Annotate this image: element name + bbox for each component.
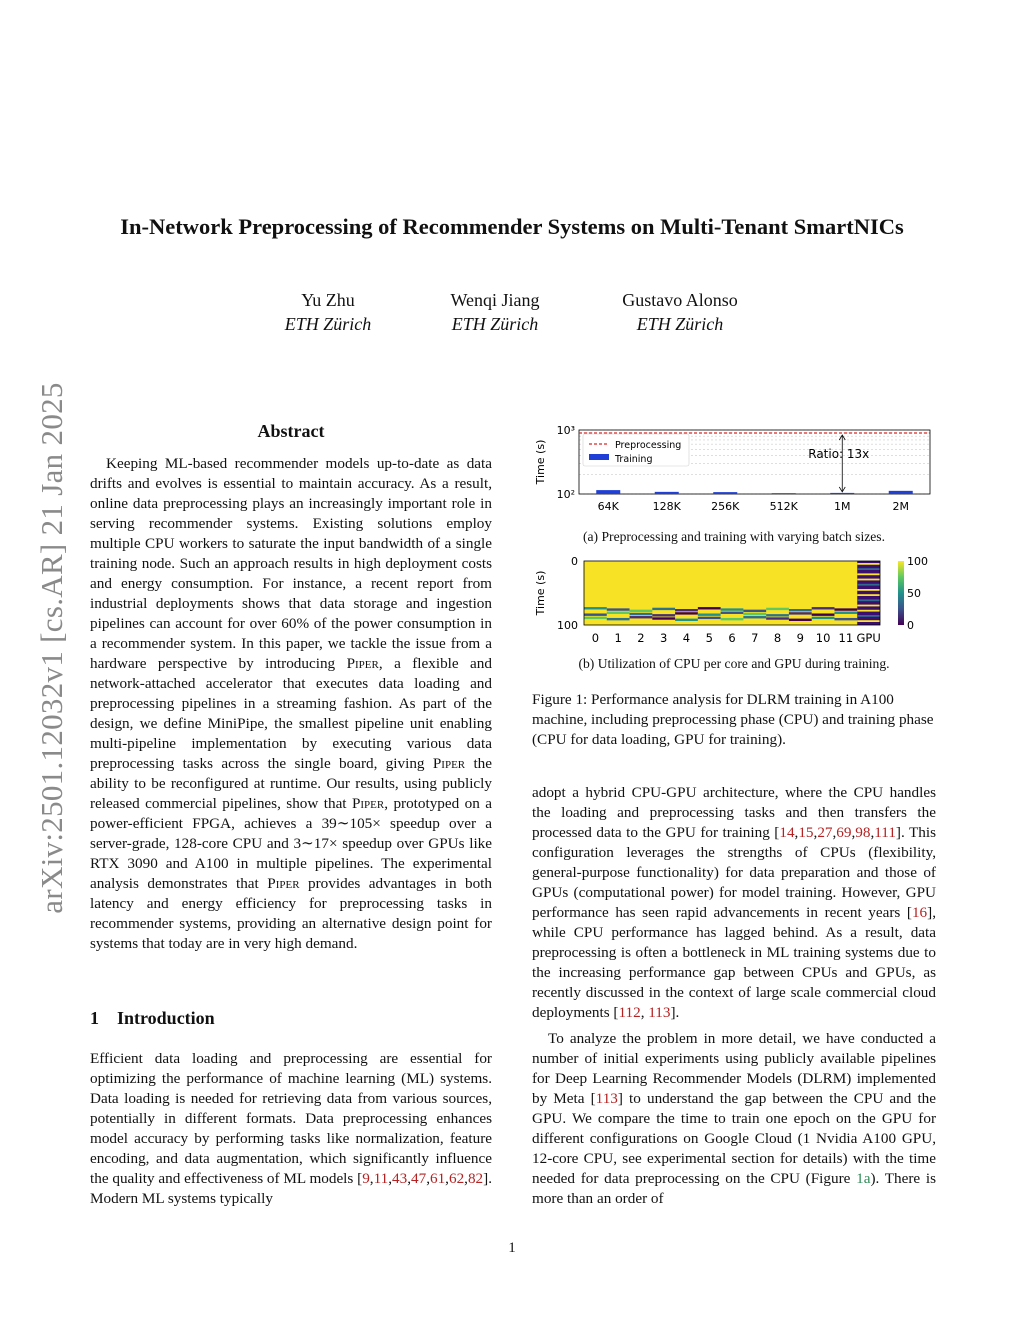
heatmap-cell [834, 612, 857, 614]
abstract-paragraph: Keeping ML-based recommender models up-to-date as data drifts and evolves is essential to maintain accuracy. As a result, online data preprocessing plays an increasingly important role in serving recommender systems. Existing solutions employ multiple CPU workers to saturate the input bandwidth of a single training node. Such an approach results in high deployment costs and energy consumption. For instance, a recent report from industrial deployments shows that data storage and ingestion pipelines can account for over 60% of the power consumption in a recommender system. In this paper, we tackle the issue from a hardware perspective by introducing Piper, a flexible and network-attached accelerator that executes data loading and preprocessing pipelines in a streaming fashion. As part of the design, we define MiniPipe, the smallest pipeline unit enabling multi-pipeline implementation by executing various data preprocessing tasks across the single board, giving Piper the ability to be reconfigured at runtime. Our results, using publicly released commercial pipelines, show that Piper, prototyped on a power-efficient FPGA, achieves a 39∼105× speedup over a server-grade, 128-core CPU and 3∼17× speedup over GPUs like RTX 3090 and A100 in multiple pipelines. The experimental analysis demonstrates that Piper provides advantages in both latency and energy efficiency for preprocessing tasks in recommender systems, providing an alternative design point for systems that today are in very high demand. [90, 455, 492, 952]
heatmap-cell [812, 613, 835, 615]
gpu-cell [857, 605, 880, 607]
x-tick-label: 6 [728, 631, 736, 645]
heatmap-cell [743, 610, 766, 612]
x-tick-label: 5 [705, 631, 713, 645]
citation-link[interactable]: 47 [411, 1170, 427, 1187]
x-tick-label: 1 [614, 631, 622, 645]
citation-link[interactable]: 43 [392, 1170, 408, 1187]
x-tick-label: 7 [751, 631, 759, 645]
citation-link[interactable]: 15 [798, 824, 814, 841]
author-affiliation: ETH Zürich [284, 314, 372, 334]
citation-link[interactable]: 112 [618, 1004, 641, 1021]
heatmap-cell [630, 610, 653, 612]
y-tick-label: 100 [557, 619, 578, 632]
author-affiliation: ETH Zürich [451, 314, 539, 334]
heatmap-cell [789, 612, 812, 614]
y-tick-label: 10³ [556, 424, 575, 437]
heatmap-cell [834, 608, 857, 610]
x-tick-label: GPU [856, 631, 881, 645]
heatmap-cell [675, 612, 698, 614]
x-tick-label: 1M [834, 500, 851, 513]
system-name: Piper [432, 755, 466, 772]
citation-link[interactable]: 16 [911, 904, 928, 921]
legend-label: Preprocessing [615, 440, 682, 451]
heatmap-ylabel: Time (s) [534, 570, 547, 616]
training-bar [655, 492, 679, 494]
x-tick-label: 8 [773, 631, 782, 645]
x-tick-label: 256K [711, 500, 740, 513]
heatmap-cell [789, 609, 812, 611]
x-tick-label: 4 [682, 631, 691, 645]
heatmap-cell [698, 613, 721, 615]
y-tick-label: 10² [556, 488, 575, 501]
heatmap-cell [743, 613, 766, 615]
figure-1-caption: Figure 1: Performance analysis for DLRM training in A100 machine, including preprocessing phase (CPU) and training phase (CPU for data loading, GPU for training). [532, 691, 934, 748]
author-affiliation: ETH Zürich [636, 314, 724, 334]
heatmap-cell [584, 617, 607, 619]
gpu-cell [857, 615, 880, 617]
heatmap-cell [743, 616, 766, 618]
colorbar-tick: 0 [907, 619, 914, 632]
gpu-cell [857, 589, 880, 591]
heatmap-cell [812, 607, 835, 609]
citation-link[interactable]: 9 [362, 1170, 370, 1187]
intro-paragraph: Efficient data loading and preprocessing are essential for optimizing the performance of machine learning (ML) systems. Data loading is needed for retrieving data from various sources, potentially in different formats. Data preprocessing enhances model accuracy by performing tasks like normalization, feature encoding, and data augmentation, which significantly influence the quality and effectiveness of ML models [9,11,43,47,61,62,82]. Modern ML systems typically [90, 1050, 492, 1207]
citation-link[interactable]: 14 [779, 824, 795, 841]
author-name: Gustavo Alonso [622, 290, 738, 310]
author-name: Wenqi Jiang [450, 290, 540, 310]
figure-1a-caption: (a) Preprocessing and training with varying batch sizes. [583, 529, 885, 544]
heatmap-cell [607, 618, 630, 620]
x-tick-label: 10 [815, 631, 831, 645]
x-tick-label: 128K [652, 500, 681, 513]
section-heading-introduction [90, 1008, 215, 1029]
citation-link[interactable]: 69 [836, 824, 852, 841]
heatmap-cell [675, 619, 698, 621]
heatmap-cell [766, 617, 789, 619]
x-tick-label: 0 [591, 631, 600, 645]
citation-link[interactable]: 111 [874, 824, 896, 841]
legend-label: Training [615, 454, 653, 465]
heatmap-cell [698, 617, 721, 619]
arxiv-id-text: arXiv:2501.12032v1 [cs.AR] 21 Jan 2025 [34, 382, 69, 914]
figure-1b-heatmap [532, 551, 936, 649]
paper-title: In-Network Preprocessing of Recommender Systems on Multi-Tenant SmartNICs [120, 214, 904, 239]
system-name: Piper [346, 655, 379, 672]
training-bar [713, 492, 737, 494]
heatmap-cell [721, 612, 744, 614]
x-tick-label: 2M [892, 500, 909, 513]
colorbar [898, 561, 904, 625]
gpu-cell [857, 568, 880, 570]
gpu-cell [857, 563, 880, 565]
arxiv-identifier [32, 358, 72, 938]
heatmap-cell [834, 618, 857, 620]
heatmap-cell [721, 618, 744, 620]
heatmap-cell [584, 613, 607, 615]
training-bar [772, 493, 796, 494]
heatmap-background [584, 561, 880, 625]
heatmap-cell [766, 614, 789, 616]
author-name: Yu Zhu [301, 290, 355, 310]
training-bar [830, 493, 854, 494]
system-name: Piper [267, 875, 300, 892]
page-number: 1 [508, 1240, 516, 1256]
figure-reference-link[interactable]: 1a [856, 1170, 871, 1187]
heatmap-cell [630, 616, 653, 618]
chart-ylabel: Time (s) [534, 439, 547, 485]
heatmap-cell [812, 617, 835, 619]
heatmap-cell [789, 619, 812, 621]
heatmap-cell [766, 608, 789, 610]
x-tick-label: 3 [660, 631, 668, 645]
figure-1b-caption: (b) Utilization of CPU per core and GPU during training. [578, 656, 890, 671]
citation-link[interactable]: 62 [448, 1170, 465, 1187]
gpu-cell [857, 573, 880, 575]
heatmap-cell [630, 613, 653, 615]
ratio-annotation: Ratio: 13x [808, 447, 870, 461]
introduction-body [90, 1049, 492, 1209]
gpu-cell [857, 599, 880, 601]
legend-swatch-training [589, 454, 609, 460]
citation-link[interactable]: 61 [429, 1170, 446, 1187]
gpu-cell [857, 579, 880, 581]
training-bar [596, 490, 620, 494]
citation-link[interactable]: 11 [373, 1170, 389, 1187]
abstract-heading: Abstract [257, 421, 325, 441]
gpu-cell [857, 594, 880, 596]
citation-link[interactable]: 27 [817, 824, 833, 841]
citation-link[interactable]: 113 [648, 1004, 671, 1021]
right-column-body [532, 783, 936, 1209]
citation-link[interactable]: 98 [855, 824, 871, 841]
x-tick-label: 2 [637, 631, 645, 645]
author-block [570, 288, 790, 336]
y-tick-label: 0 [571, 555, 578, 568]
section-title: Introduction [117, 1008, 215, 1028]
system-name: Piper [351, 795, 385, 812]
x-tick-label: 9 [796, 631, 804, 645]
citation-link[interactable]: 113 [595, 1090, 618, 1107]
body-paragraph: To analyze the problem in more detail, we have conducted a number of initial experiments using publicly available pipelines for Deep Learning Recommender Models (DLRM) implemented by Meta [113] to understand the gap between the CPU and the GPU. We compare the time to train one epoch on the GPU for different configurations on Google Cloud (1 Nvidia A100 GPU, 12-core CPU, see experimental section for details) with the time needed for data preprocessing on the CPU (Figure 1a). There is more than an order of [532, 1030, 937, 1207]
gpu-cell [857, 610, 880, 612]
heatmap-cell [721, 608, 744, 610]
colorbar-tick: 100 [907, 555, 928, 568]
heatmap-cell [652, 617, 675, 619]
heatmap-cell [607, 608, 630, 610]
heatmap-cell [698, 607, 721, 609]
x-tick-label: 512K [769, 500, 798, 513]
citation-link[interactable]: 82 [467, 1170, 484, 1187]
x-tick-label: 11 [838, 631, 854, 645]
training-bar [889, 491, 913, 494]
gpu-cell [857, 584, 880, 586]
heatmap-cell [652, 608, 675, 610]
heatmap-cell [584, 607, 607, 609]
abstract-body [90, 454, 492, 954]
section-number: 1 [90, 1008, 99, 1028]
figure-1a-chart [532, 424, 936, 520]
heatmap-cell [607, 612, 630, 614]
colorbar-tick: 50 [907, 587, 921, 600]
heatmap-cell [652, 614, 675, 616]
x-tick-label: 64K [597, 500, 619, 513]
body-paragraph: adopt a hybrid CPU-GPU architecture, where the CPU handles the loading and preprocessing tasks and then transfers the processed data to the GPU for training [14,15,27,69,98,111]. This configuration leverages the strengths of CPUs (flexibility, general-purpose functionality) for data preparation and those of GPUs (computational power) for model training. However, GPU performance has seen rapid advancements in recent years [16], while CPU performance has lagged behind. As a result, data preprocessing is often a bottleneck in ML training systems due to the increasing performance gap between CPUs and GPUs, as recently discussed in the context of large scale commercial cloud deployments [112, 113]. [532, 784, 936, 1021]
gpu-cell [857, 620, 880, 622]
heatmap-cell [675, 609, 698, 611]
